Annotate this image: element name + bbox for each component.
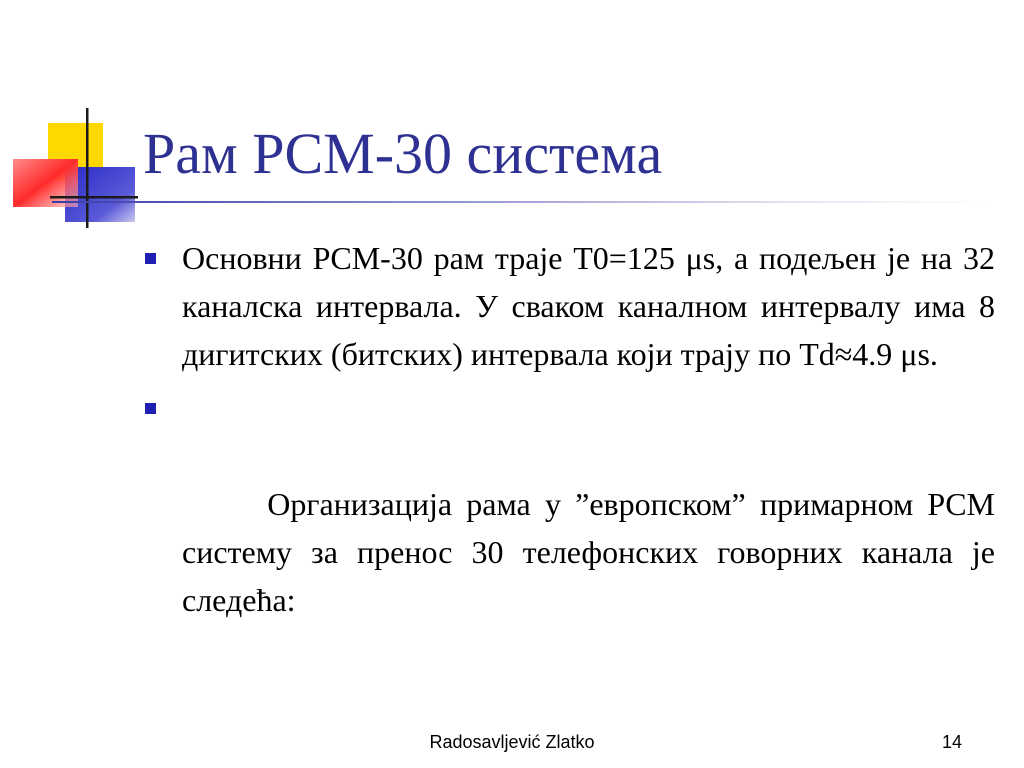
footer-author: Radosavljević Zlatko xyxy=(429,732,595,752)
slide-page-number: 14 xyxy=(941,732,962,752)
logo-horizontal-line xyxy=(50,196,138,199)
square-bullet-icon xyxy=(145,253,156,264)
bullet-item xyxy=(140,384,1003,672)
bullet-text: Организација рама у ”европском” примарном PCM систему за пренос 30 телефонских говорних канала је следећа: xyxy=(182,486,1003,618)
logo-vertical-line xyxy=(86,108,89,228)
bullet-list xyxy=(140,234,1003,678)
logo-red-square xyxy=(13,159,78,207)
bullet-item xyxy=(140,234,995,378)
slide-title: Рам PCM-30 система xyxy=(143,121,663,186)
bullet-text: Основни PCM-30 рам траје T0=125 μs, а подељен је на 32 каналска интервала. У сваком каналном интервалу има 8 дигитских (битских) интервала који трају по Td≈4.9 μs. xyxy=(182,240,995,372)
title-underline xyxy=(52,201,992,203)
square-bullet-icon xyxy=(145,403,156,414)
decorative-logo-squares xyxy=(10,105,140,230)
